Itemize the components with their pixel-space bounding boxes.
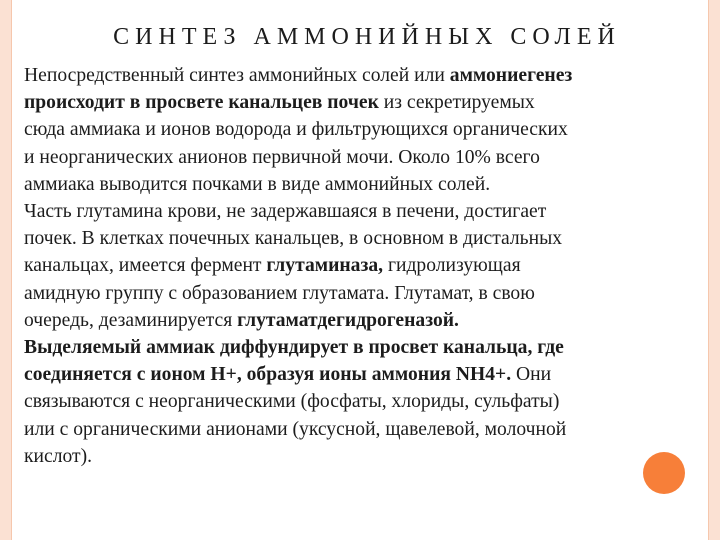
right-decorative-border (709, 0, 720, 540)
bold-text-run: происходит в просвете канальцев почек (24, 92, 379, 114)
text-run: связываются с неорганическими (фосфаты, хлориды, сульфаты) (24, 391, 560, 413)
body-line (24, 89, 700, 116)
decorative-circle (643, 452, 685, 494)
body-line (24, 225, 700, 252)
body-line (24, 280, 700, 307)
right-border-line (708, 0, 709, 540)
body-line (24, 388, 700, 415)
text-run: и неорганических анионов первичной мочи. Около 10% всего (24, 146, 540, 168)
body-line (24, 361, 700, 388)
left-border-line (11, 0, 12, 540)
bold-text-run: глутаматдегидрогеназой. (237, 309, 459, 331)
bold-text-run: соединяется с ионом Н+, образуя ионы аммония NH4+. (24, 364, 512, 386)
body-line (24, 171, 700, 198)
body-line (24, 144, 700, 171)
text-run: или с органическими анионами (уксусной, щавелевой, молочной (24, 418, 567, 440)
text-run: почек. В клетках почечных канальцев, в основном в дистальных (24, 228, 563, 250)
text-run: сюда аммиака и ионов водорода и фильтрующихся органических (24, 119, 568, 141)
text-run: кислот). (24, 445, 93, 467)
text-run: аммиака выводится почками в виде аммонийных солей. (24, 173, 491, 195)
left-decorative-border (0, 0, 11, 540)
body-line (24, 307, 700, 334)
body-line (24, 116, 700, 143)
body-line (24, 198, 700, 225)
slide-body-text (24, 62, 700, 470)
text-run: гидролизующая (383, 255, 521, 277)
text-run: Часть глутамина крови, не задержавшаяся в печени, достигает (24, 201, 547, 223)
body-line (24, 252, 700, 279)
body-line (24, 62, 700, 89)
slide-title: СИНТЕЗ АММОНИЙНЫХ СОЛЕЙ (113, 24, 621, 50)
text-run: Непосредственный синтез аммонийных солей или (24, 65, 450, 86)
text-run: очередь, дезаминируется (24, 309, 238, 331)
body-line (24, 443, 700, 470)
text-run: канальцах, имеется фермент (24, 255, 267, 277)
bold-text-run: Выделяемый аммиак диффундирует в просвет канальца, где (24, 337, 564, 359)
bold-text-run: аммониегенез (449, 65, 573, 86)
text-run: амидную группу с образованием глутамата. Глутамат, в свою (24, 282, 535, 304)
text-run: из секретируемых (378, 92, 535, 114)
body-line (24, 334, 700, 361)
text-run: Они (511, 364, 552, 386)
bold-text-run: глутаминаза, (266, 255, 384, 277)
body-line (24, 416, 700, 443)
